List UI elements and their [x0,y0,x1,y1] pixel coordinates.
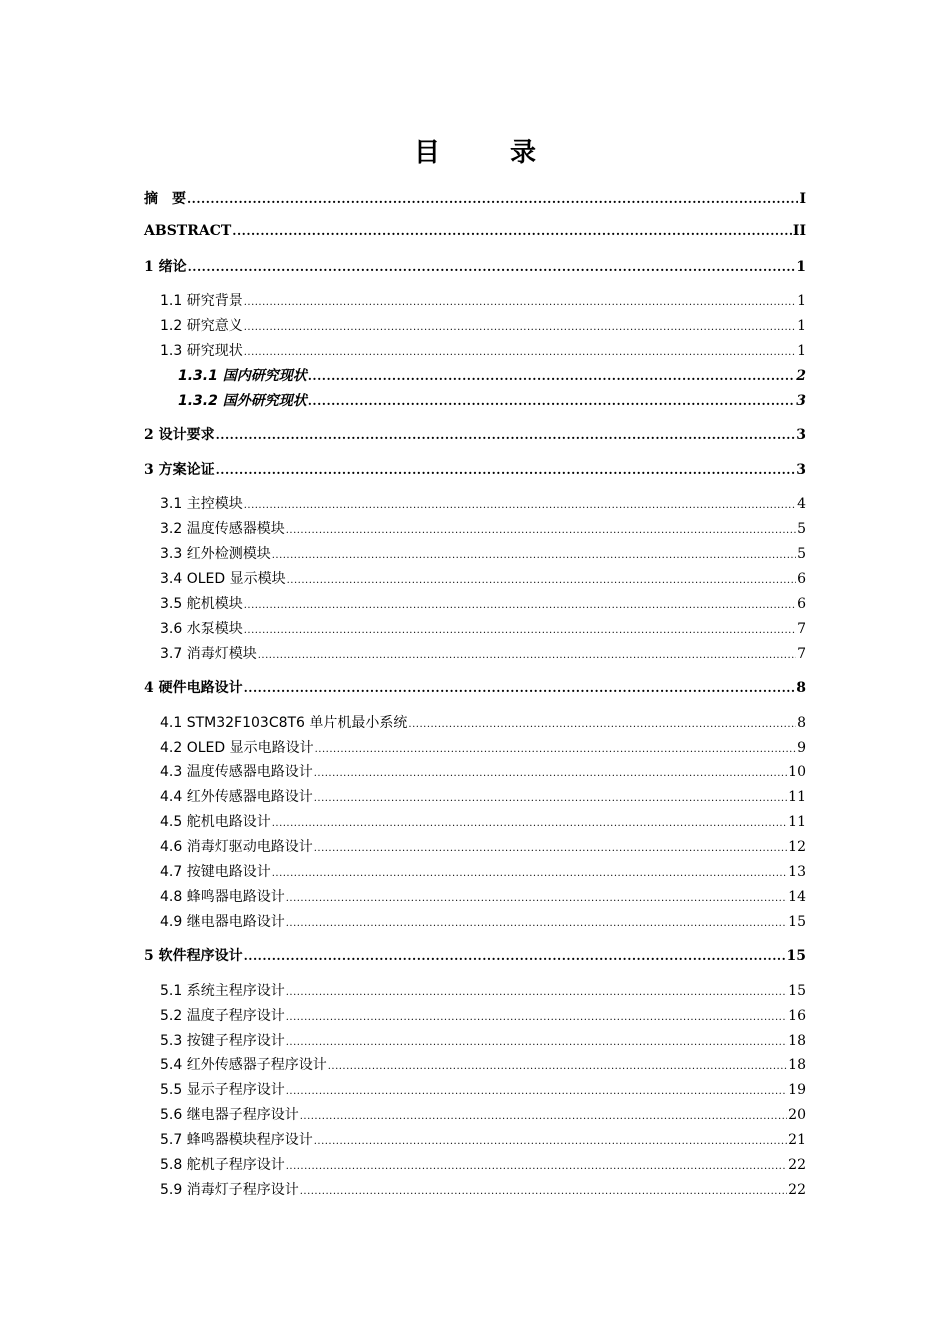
toc-entry[interactable] [144,714,806,734]
toc-leader-dots [244,947,786,965]
toc-entry-page: 7 [797,646,806,662]
toc-entry-page: 6 [797,571,806,587]
toc-entry[interactable] [144,461,806,479]
toc-entry-label: 4.9 继电器电路设计 [160,914,285,930]
toc-leader-dots [244,679,796,697]
toc-leader-dots [188,258,796,276]
toc-entry-page: 3 [796,462,806,478]
toc-entry-page: 19 [788,1082,806,1098]
toc-entry[interactable] [144,317,806,337]
toc-entry-label: 1.3.2 国外研究现状 [178,393,307,409]
toc-entry-page: 15 [788,983,806,999]
toc-entry-label: 1 绪论 [144,259,187,275]
toc-entry-label: 4.6 消毒灯驱动电路设计 [160,839,313,855]
toc-entry[interactable] [144,1056,806,1076]
toc-entry-label: 4.4 红外传感器电路设计 [160,789,313,805]
toc-entry-label: 1.1 研究背景 [160,293,243,309]
toc-entry-label: 5.1 系统主程序设计 [160,983,285,999]
toc-entry[interactable] [144,763,806,783]
toc-entry[interactable] [144,813,806,833]
toc-entry-label: 5.6 继电器子程序设计 [160,1107,299,1123]
toc-leader-dots [258,645,796,665]
toc-entry[interactable] [144,222,806,240]
toc-entry-page: 14 [788,889,806,905]
toc-entry-page: 16 [788,1008,806,1024]
toc-entry[interactable] [144,620,806,640]
toc-entry-label: 4.1 STM32F103C8T6 单片机最小系统 [160,715,408,731]
toc-entry-label: 3.5 舵机模块 [160,596,243,612]
toc-leader-dots [216,426,796,444]
toc-entry-page: 22 [788,1157,806,1173]
toc-entry[interactable] [144,1081,806,1101]
toc-entry-label: 3.6 水泵模块 [160,621,243,637]
toc-leader-dots [272,863,787,883]
toc-entry[interactable] [144,739,806,759]
toc-entry-page: 11 [788,789,806,805]
toc-entry-page: 1 [797,293,806,309]
toc-leader-dots [287,570,796,590]
toc-entry-label: 4.8 蜂鸣器电路设计 [160,889,285,905]
toc-leader-dots [408,714,796,734]
toc-entry[interactable] [144,982,806,1002]
toc-entry-page: 10 [788,764,806,780]
toc-entry[interactable] [144,570,806,590]
toc-entry[interactable] [144,426,806,444]
toc-entry-label: 4.3 温度传感器电路设计 [160,764,313,780]
toc-entry[interactable] [144,495,806,515]
toc-entry-page: 9 [797,740,806,756]
toc-entry-label: 5 软件程序设计 [144,948,243,964]
toc-entry[interactable] [144,545,806,565]
toc-entry[interactable] [144,863,806,883]
toc-entry-page: 11 [788,814,806,830]
toc-entry[interactable] [144,1007,806,1027]
toc-leader-dots [244,495,796,515]
toc-entry-page: 15 [786,948,806,964]
toc-entry-page: 1 [796,259,806,275]
toc-entry-label: 1.3.1 国内研究现状 [178,368,307,384]
toc-leader-dots [286,913,787,933]
toc-entry-page: II [792,223,806,239]
toc-entry[interactable] [144,258,806,276]
toc-entry-page: 21 [788,1132,806,1148]
toc-leader-dots [286,982,787,1002]
toc-leader-dots [300,1106,787,1126]
toc-entry[interactable] [144,595,806,615]
toc-entry-label: 5.8 舵机子程序设计 [160,1157,285,1173]
toc-entry[interactable] [144,1131,806,1151]
toc-leader-dots [286,1007,787,1027]
toc-entry-page: 2 [796,368,806,384]
toc-entry-page: 4 [797,496,806,512]
toc-leader-dots [272,545,796,565]
toc-entry-label: 3.7 消毒灯模块 [160,646,257,662]
toc-entry[interactable] [144,913,806,933]
toc-leader-dots [300,1181,787,1201]
toc-entry-page: 18 [788,1033,806,1049]
toc-entry-label: 5.7 蜂鸣器模块程序设计 [160,1132,313,1148]
toc-entry-label: 4 硬件电路设计 [144,680,243,696]
toc-entry-page: 1 [797,343,806,359]
toc-title: 目 录 [413,138,558,168]
toc-leader-dots [315,739,796,759]
toc-entry[interactable] [144,1032,806,1052]
toc-leader-dots [308,392,796,410]
toc-leader-dots [286,1156,787,1176]
toc-leader-dots [244,620,796,640]
toc-leader-dots [187,190,798,208]
toc-entry-page: 18 [788,1057,806,1073]
toc-entry-page: 8 [797,715,806,731]
toc-entry-page: 3 [796,427,806,443]
toc-leader-dots [314,838,787,858]
toc-entry-label: 3.2 温度传感器模块 [160,521,285,537]
toc-leader-dots [244,595,796,615]
toc-leader-dots [328,1056,787,1076]
toc-entry[interactable] [144,645,806,665]
toc-leader-dots [244,317,796,337]
toc-entry-page: 20 [788,1107,806,1123]
toc-entry[interactable] [144,1106,806,1126]
toc-entry-label: 5.9 消毒灯子程序设计 [160,1182,299,1198]
toc-entry[interactable] [144,788,806,808]
toc-entry-label: 4.2 OLED 显示电路设计 [160,740,314,756]
toc-entry[interactable] [144,888,806,908]
toc-entry-label: 3.4 OLED 显示模块 [160,571,286,587]
toc-entry-page: I [799,191,806,207]
toc-entry[interactable] [144,838,806,858]
toc-leader-dots [314,788,787,808]
toc-entry[interactable] [144,679,806,697]
toc-entry-label: 摘 要 [144,191,186,207]
toc-entry-page: 5 [797,521,806,537]
toc-entry-label: 5.2 温度子程序设计 [160,1008,285,1024]
toc-entry-page: 7 [797,621,806,637]
toc-leader-dots [232,222,792,240]
toc-entry[interactable] [144,947,806,965]
toc-entry-page: 3 [796,393,806,409]
toc-entry-page: 8 [796,680,806,696]
toc-leader-dots [314,763,787,783]
toc-leader-dots [286,888,787,908]
toc-entry-label: 1.3 研究现状 [160,343,243,359]
toc-entry-page: 1 [797,318,806,334]
toc-entry[interactable] [144,367,806,385]
toc-entry-page: 5 [797,546,806,562]
toc-entry-label: 3.1 主控模块 [160,496,243,512]
toc-leader-dots [286,1081,787,1101]
toc-entry-page: 13 [788,864,806,880]
toc-entry-page: 12 [788,839,806,855]
toc-leader-dots [314,1131,787,1151]
toc-entry-label: 3.3 红外检测模块 [160,546,271,562]
toc-entry-label: 4.7 按键电路设计 [160,864,271,880]
toc-entry[interactable] [144,1156,806,1176]
toc-entry-label: 5.5 显示子程序设计 [160,1082,285,1098]
toc-leader-dots [272,813,787,833]
toc-entry-label: 3 方案论证 [144,462,215,478]
toc-leader-dots [216,461,796,479]
toc-entry[interactable] [144,190,806,208]
toc-entry-label: 2 设计要求 [144,427,215,443]
toc-entry-label: 4.5 舵机电路设计 [160,814,271,830]
toc-leader-dots [308,367,796,385]
toc-leader-dots [244,342,796,362]
toc-leader-dots [286,1032,787,1052]
toc-entry-label: 5.3 按键子程序设计 [160,1033,285,1049]
toc-entry[interactable] [144,1181,806,1201]
toc-entry-label: 5.4 红外传感器子程序设计 [160,1057,327,1073]
toc-entry-page: 15 [788,914,806,930]
toc-entry-label: ABSTRACT [144,223,232,239]
toc-entry[interactable] [144,342,806,362]
toc-entry-label: 1.2 研究意义 [160,318,243,334]
toc-entry[interactable] [144,392,806,410]
toc-entry-page: 22 [788,1182,806,1198]
toc-entry[interactable] [144,520,806,540]
toc-entry-page: 6 [797,596,806,612]
toc-leader-dots [244,292,796,312]
toc-leader-dots [286,520,796,540]
toc-entry[interactable] [144,292,806,312]
